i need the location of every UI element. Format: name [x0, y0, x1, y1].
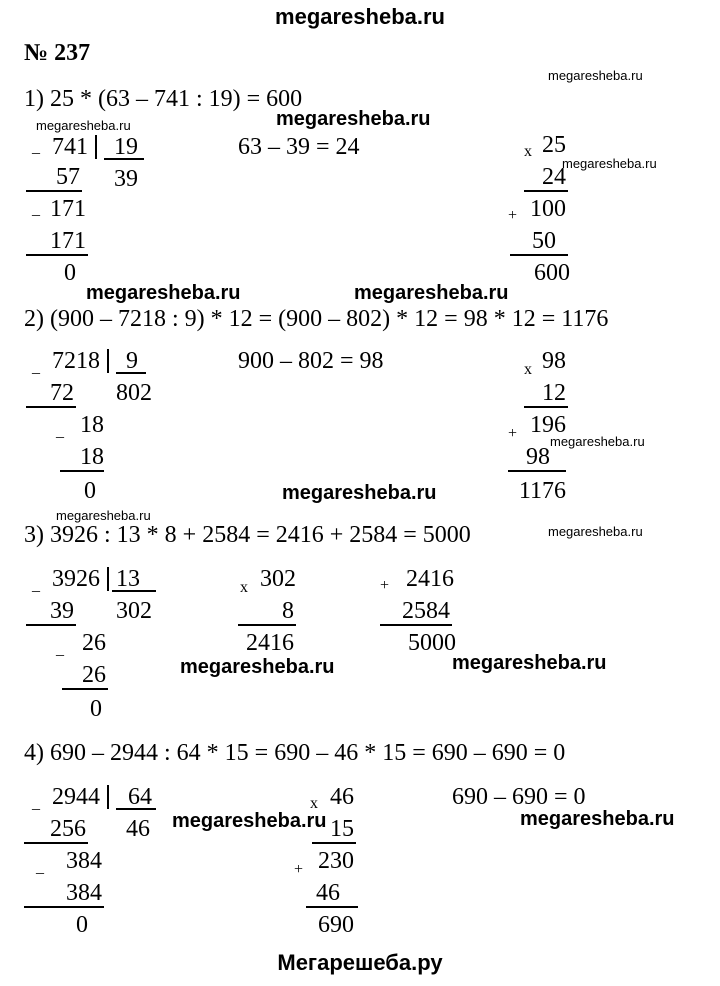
dividend: 2944 — [52, 784, 100, 810]
partial-product: 196 — [530, 412, 566, 438]
minus-sign: _ — [56, 641, 64, 658]
subtraction: 63 – 39 = 24 — [238, 134, 360, 160]
task-2-expression: 2) (900 – 7218 : 9) * 12 = (900 – 802) * 12 = 98 * 12 = 1176 — [24, 306, 609, 332]
minus-sign: _ — [32, 139, 40, 156]
addend: 2416 — [406, 566, 454, 592]
factor: 8 — [282, 598, 294, 624]
division-bracket — [95, 135, 97, 159]
division-bracket — [107, 349, 109, 373]
sum: 5000 — [408, 630, 456, 656]
minus-sign: _ — [32, 201, 40, 218]
multiplication-line — [238, 624, 296, 626]
watermark: megaresheba.ru — [180, 656, 335, 678]
quotient: 46 — [126, 816, 150, 842]
watermark: megaresheba.ru — [56, 508, 151, 523]
addition-line — [380, 624, 452, 626]
division-remainder: 0 — [90, 696, 102, 722]
dividend: 741 — [52, 134, 88, 160]
partial-product: 50 — [532, 228, 556, 254]
division-step: 26 — [82, 662, 106, 688]
divisor-line — [116, 372, 146, 374]
division-line — [26, 190, 82, 192]
quotient: 39 — [114, 166, 138, 192]
division-step: 18 — [80, 412, 104, 438]
times-sign: x — [524, 361, 532, 378]
subtraction: 690 – 690 = 0 — [452, 784, 586, 810]
multiplication-line — [508, 470, 566, 472]
multiplication-line — [306, 906, 358, 908]
multiplication-line — [312, 842, 356, 844]
product: 690 — [318, 912, 354, 938]
times-sign: x — [524, 143, 532, 160]
quotient: 802 — [116, 380, 152, 406]
watermark: megaresheba.ru — [520, 808, 675, 830]
division-remainder: 0 — [84, 478, 96, 504]
division-line — [24, 906, 104, 908]
plus-sign: + — [380, 577, 390, 594]
factor: 25 — [542, 132, 566, 158]
task-3-expression: 3) 3926 : 13 * 8 + 2584 = 2416 + 2584 = 5000 — [24, 522, 471, 548]
divisor: 19 — [114, 134, 138, 160]
problem-number: № 237 — [24, 40, 91, 66]
factor: 24 — [542, 164, 566, 190]
minus-sign: _ — [56, 423, 64, 440]
division-line — [24, 842, 88, 844]
plus-sign: + — [508, 207, 518, 224]
minus-sign: _ — [32, 577, 40, 594]
product: 600 — [534, 260, 570, 286]
divisor: 13 — [116, 566, 140, 592]
factor: 46 — [330, 784, 354, 810]
watermark: megaresheba.ru — [550, 434, 645, 449]
division-step: 18 — [80, 444, 104, 470]
division-remainder: 0 — [64, 260, 76, 286]
multiplication-line — [524, 190, 568, 192]
minus-sign: _ — [36, 859, 44, 876]
watermark: megaresheba.ru — [452, 652, 607, 674]
watermark: megaresheba.ru — [276, 108, 431, 130]
division-step: 171 — [50, 228, 86, 254]
division-step: 384 — [66, 880, 102, 906]
partial-product: 100 — [530, 196, 566, 222]
minus-sign: _ — [32, 359, 40, 376]
dividend: 7218 — [52, 348, 100, 374]
division-line — [26, 406, 76, 408]
divisor-line — [112, 590, 156, 592]
addend: 2584 — [402, 598, 450, 624]
watermark: megaresheba.ru — [562, 156, 657, 171]
divisor-line — [104, 158, 144, 160]
watermark: megaresheba.ru — [548, 524, 643, 539]
times-sign: x — [240, 579, 248, 596]
task-4-expression: 4) 690 – 2944 : 64 * 15 = 690 – 46 * 15 = 690 – 690 = 0 — [24, 740, 566, 766]
watermark: megaresheba.ru — [36, 118, 131, 133]
factor: 302 — [260, 566, 296, 592]
factor: 15 — [330, 816, 354, 842]
division-bracket — [107, 567, 109, 591]
multiplication-line — [510, 254, 568, 256]
division-step: 384 — [66, 848, 102, 874]
division-step: 72 — [50, 380, 74, 406]
task-1-expression: 1) 25 * (63 – 741 : 19) = 600 — [24, 86, 303, 112]
dividend: 3926 — [52, 566, 100, 592]
site-header: megaresheba.ru — [275, 4, 445, 29]
partial-product: 98 — [526, 444, 550, 470]
partial-product: 230 — [318, 848, 354, 874]
division-step: 39 — [50, 598, 74, 624]
division-step: 171 — [50, 196, 86, 222]
factor: 98 — [542, 348, 566, 374]
division-step: 256 — [50, 816, 86, 842]
watermark: megaresheba.ru — [172, 810, 327, 832]
minus-sign: _ — [32, 795, 40, 812]
division-bracket — [107, 785, 109, 809]
plus-sign: + — [508, 425, 518, 442]
quotient: 302 — [116, 598, 152, 624]
subtraction: 900 – 802 = 98 — [238, 348, 384, 374]
division-step: 26 — [82, 630, 106, 656]
division-step: 57 — [56, 164, 80, 190]
watermark: megaresheba.ru — [354, 282, 509, 304]
site-footer: Мегарешеба.ру — [277, 950, 443, 975]
divisor: 9 — [126, 348, 138, 374]
division-line — [60, 470, 104, 472]
product: 2416 — [246, 630, 294, 656]
watermark: megaresheba.ru — [86, 282, 241, 304]
division-line — [62, 688, 108, 690]
division-line — [26, 254, 88, 256]
factor: 12 — [542, 380, 566, 406]
times-sign: x — [310, 795, 318, 812]
watermark: megaresheba.ru — [548, 68, 643, 83]
division-remainder: 0 — [76, 912, 88, 938]
plus-sign: + — [294, 861, 304, 878]
watermark: megaresheba.ru — [282, 482, 437, 504]
partial-product: 46 — [316, 880, 340, 906]
multiplication-line — [524, 406, 568, 408]
product: 1176 — [518, 478, 566, 504]
division-line — [26, 624, 76, 626]
divisor-line — [116, 808, 156, 810]
divisor: 64 — [128, 784, 152, 810]
